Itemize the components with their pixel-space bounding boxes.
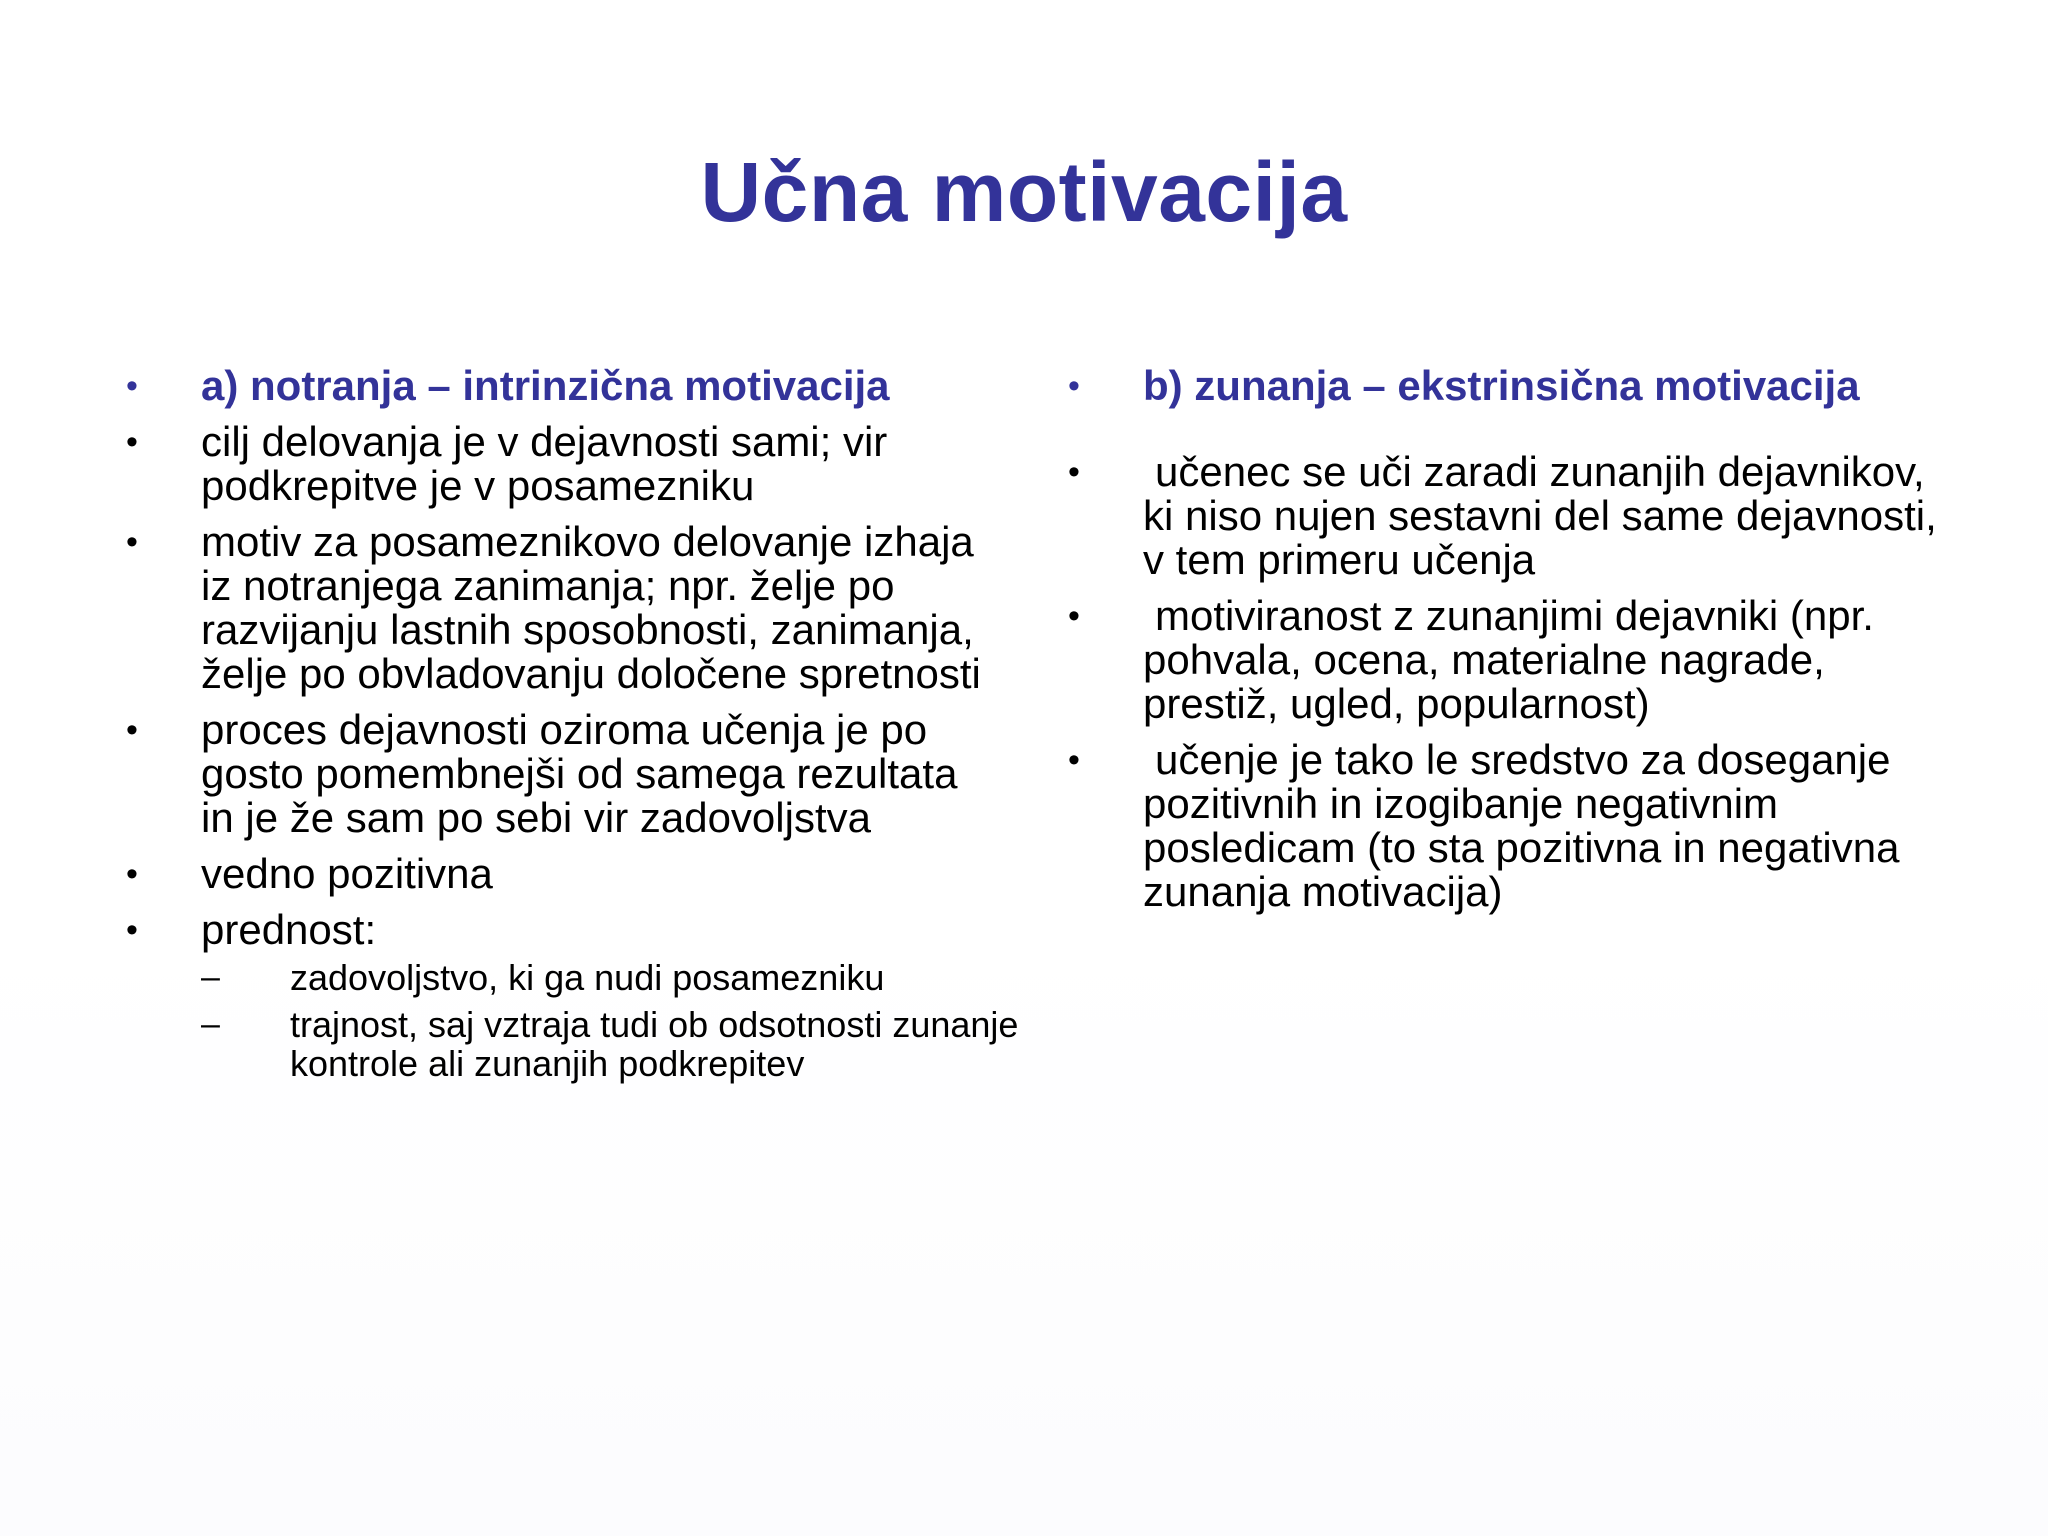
bullet-icon: • xyxy=(126,367,138,405)
list-item xyxy=(118,420,998,508)
right-column xyxy=(1060,364,1960,926)
right-heading-text: b) zunanja – ekstrinsična motivacija xyxy=(1143,362,1860,409)
left-heading-text: a) notranja – intrinzična motivacija xyxy=(201,362,890,409)
bullet-icon: • xyxy=(1068,367,1080,405)
bullet-icon: • xyxy=(1068,597,1080,635)
list-item xyxy=(1060,594,1960,726)
list-item-text: učenje je tako le sredstvo za doseganje pozitivnih in izogibanje negativnim posledicam (to sta pozitivna in negativna zunanja motivacija) xyxy=(1143,736,1900,915)
list-item xyxy=(118,708,998,840)
sub-list-item-text: zadovoljstvo, ki ga nudi posamezniku xyxy=(290,957,885,998)
sub-list-item xyxy=(201,958,1087,997)
left-column xyxy=(118,362,1019,1095)
list-item-text: motiv za posameznikovo delovanje izhaja iz notranjega zanimanja; npr. želje po razvijanju lastnih sposobnosti, zanimanja, želje po obvladovanju določene spretnosti xyxy=(201,518,981,697)
list-item xyxy=(1060,738,1960,914)
list-item-text: motiviranost z zunanjimi dejavniki (npr. pohvala, ocena, materialne nagrade, prestiž, ugled, popularnost) xyxy=(1143,592,1874,727)
left-bullet-list xyxy=(118,362,1019,1084)
right-bullet-list xyxy=(1060,364,1960,914)
list-item-text: učenec se uči zaradi zunanjih dejavnikov, ki niso nujen sestavni del same dejavnosti, v tem primeru učenja xyxy=(1143,448,1937,583)
list-item-text: prednost: xyxy=(201,906,377,953)
list-item xyxy=(118,906,1019,1084)
sub-list-item-text: trajnost, saj vztraja tudi ob odsotnosti zunanje kontrole ali zunanjih podkrepitev xyxy=(290,1004,1019,1084)
bullet-icon: • xyxy=(126,423,138,461)
list-item xyxy=(118,520,998,696)
bullet-icon: • xyxy=(1068,741,1080,779)
bullet-icon: • xyxy=(126,855,138,893)
list-item-text: cilj delovanja je v dejavnosti sami; vir podkrepitve je v posamezniku xyxy=(201,418,888,509)
left-heading-item xyxy=(118,364,998,408)
dash-icon: – xyxy=(201,1005,220,1043)
bullet-icon: • xyxy=(126,911,138,949)
list-item-text: vedno pozitivna xyxy=(201,850,493,897)
right-heading-item xyxy=(1060,364,1960,408)
sub-list-item xyxy=(201,1005,1087,1083)
list-item xyxy=(118,852,998,896)
list-item xyxy=(1060,450,1960,582)
dash-icon: – xyxy=(201,958,220,996)
bullet-icon: • xyxy=(1068,453,1080,491)
slide-title: Učna motivacija xyxy=(700,145,1348,239)
sub-list xyxy=(201,957,1019,1084)
bullet-icon: • xyxy=(126,711,138,749)
bullet-icon: • xyxy=(126,523,138,561)
list-item-text: proces dejavnosti oziroma učenja je po gosto pomembnejši od samega rezultata in je že sam po sebi vir zadovoljstva xyxy=(201,706,958,841)
